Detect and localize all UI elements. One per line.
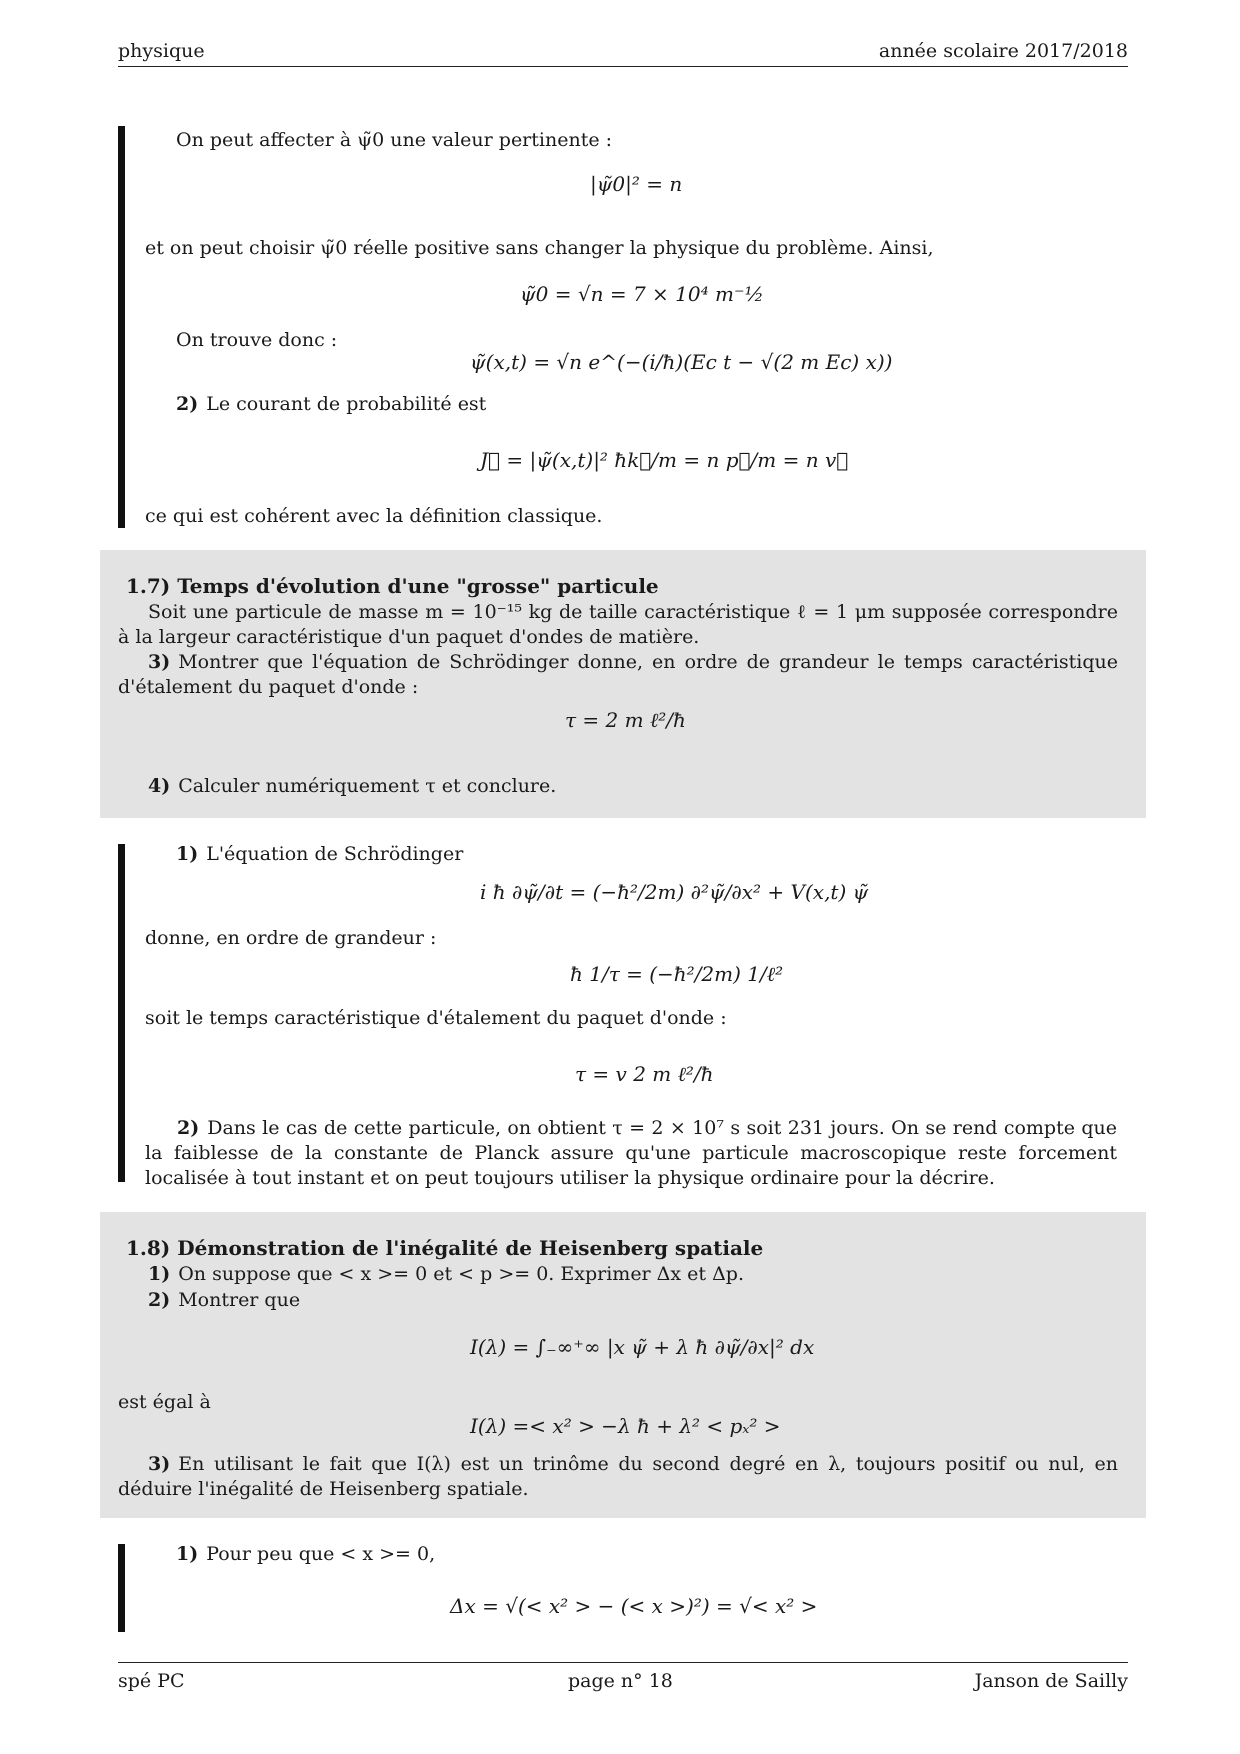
sol18-q1: [176, 1542, 435, 1567]
sol17-q1-text: L'équation de Schrödinger: [206, 843, 464, 865]
sol16-p2: et on peut choisir ψ̃0 réelle positive sans changer la physique du problème. Ainsi,: [145, 237, 934, 259]
sol17-q2-text: Dans le cas de cette particule, on obtient τ = 2 × 10⁷ s soit 231 jours. On se rend compte que la faiblesse de la constante de Planck assure qu'une particule macroscopique reste forcement localisée à tout instant et on peut toujours utiliser la physique ordinaire pour la décrire.: [145, 1117, 1117, 1189]
ex17-q4-number: 4): [148, 775, 171, 797]
ex18-eq2: I(λ) =< x² > −λ ħ + λ² < pₓ² >: [470, 1414, 781, 1438]
solution-bar: [118, 126, 125, 528]
header-rule: [118, 66, 1128, 67]
ex18-q1-text: On suppose que < x >= 0 et < p >= 0. Exprimer Δx et Δp.: [178, 1263, 744, 1285]
sol17-eq3: τ = v 2 m ℓ²/ħ: [575, 1062, 714, 1086]
sol18-q1-number: 1): [176, 1543, 199, 1565]
footer-left: spé PC: [118, 1670, 185, 1692]
sol17-q1: [176, 842, 463, 867]
ex18-q3-number: 3): [148, 1453, 171, 1475]
ex18-q2: [148, 1288, 300, 1313]
ex18-q1-number: 1): [148, 1263, 171, 1285]
sol16-q2: [176, 392, 486, 417]
solution-bar: [118, 844, 125, 1182]
sol16-eq3: ψ̃(x,t) = √n e^(−(i/ħ)(Ec t − √(2 m Ec) x)): [470, 350, 893, 374]
sol17-q2-number: 2): [177, 1117, 200, 1139]
sol16-eq4: J⃗ = |ψ̃(x,t)|² ħk⃗/m = n p⃗/m = n v⃗: [480, 448, 849, 472]
sol16-q2-number: 2): [176, 393, 199, 415]
sol17-eq2: ħ 1/τ = (−ħ²/2m) 1/ℓ²: [570, 962, 784, 986]
ex17-title: 1.7) Temps d'évolution d'une "grosse" particule: [126, 574, 659, 598]
footer-right: Janson de Sailly: [974, 1670, 1128, 1692]
ex18-q2-text: Montrer que: [178, 1289, 301, 1311]
ex18-p1: est égal à: [118, 1391, 211, 1413]
sol16-p1: On peut affecter à ψ̃0 une valeur pertinente :: [176, 129, 613, 151]
sol17-eq1: i ħ ∂ψ̃/∂t = (−ħ²/2m) ∂²ψ̃/∂x² + V(x,t) ψ̃: [480, 880, 869, 904]
ex18-q2-number: 2): [148, 1289, 171, 1311]
ex18-title: 1.8) Démonstration de l'inégalité de Heisenberg spatiale: [126, 1236, 764, 1260]
sol17-p1: donne, en ordre de grandeur :: [145, 927, 437, 949]
sol18-q1-text: Pour peu que < x >= 0,: [206, 1543, 436, 1565]
sol17-q2: [145, 1116, 1117, 1191]
sol16-eq2: ψ̃0 = √n = 7 × 10⁴ m⁻½: [520, 282, 764, 306]
ex18-q3: [118, 1452, 1118, 1502]
ex18-q3-text: En utilisant le fait que I(λ) est un trinôme du second degré en λ, toujours positif ou nul, en déduire l'inégalité de Heisenberg spatiale.: [118, 1453, 1118, 1500]
ex17-p1: Soit une particule de masse m = 10⁻¹⁵ kg de taille caractéristique ℓ = 1 μm supposée correspondre à la largeur caractéristique d'un paquet d'ondes de matière.: [118, 601, 1118, 648]
ex17-q4: [148, 774, 556, 799]
sol16-eq1: |ψ̃0|² = n: [590, 172, 683, 196]
footer-center: page n° 18: [568, 1670, 673, 1692]
sol16-p3: On trouve donc :: [176, 329, 338, 351]
header-right: année scolaire 2017/2018: [878, 40, 1128, 62]
ex17-q4-text: Calculer numériquement τ et conclure.: [178, 775, 557, 797]
sol18-eq1: Δx = √(< x² > − (< x >)²) = √< x² >: [450, 1594, 818, 1618]
sol16-q2-text: Le courant de probabilité est: [206, 393, 487, 415]
header-left: physique: [118, 40, 205, 62]
solution-bar: [118, 1544, 125, 1632]
ex18-q1: [148, 1262, 744, 1287]
footer-rule: [118, 1662, 1128, 1663]
ex17-q3: [118, 650, 1118, 700]
sol16-p4: ce qui est cohérent avec la définition classique.: [145, 505, 603, 527]
sol17-q1-number: 1): [176, 843, 199, 865]
ex17-q3-text: Montrer que l'équation de Schrödinger donne, en ordre de grandeur le temps caractéristique d'étalement du paquet d'onde :: [118, 651, 1118, 698]
sol17-p2: soit le temps caractéristique d'étalement du paquet d'onde :: [145, 1007, 727, 1029]
ex17-q3-number: 3): [148, 651, 171, 673]
ex17-eq1: τ = 2 m ℓ²/ħ: [565, 708, 686, 732]
ex18-eq1: I(λ) = ∫₋∞⁺∞ |x ψ̃ + λ ħ ∂ψ̃/∂x|² dx: [470, 1335, 815, 1359]
